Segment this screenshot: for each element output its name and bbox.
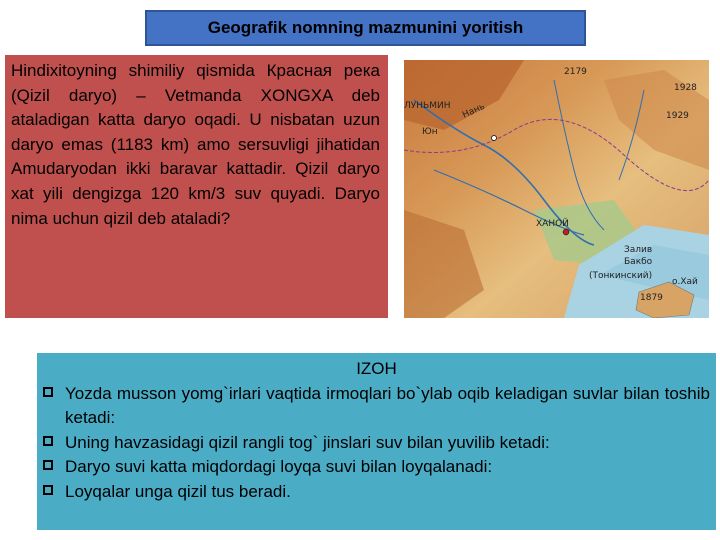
list-item-text: Uning havzasidagi qizil rangli tog` jinslari suv bilan yuvilib ketadi: [65, 432, 550, 452]
map-label: Юн [422, 127, 438, 137]
list-item [43, 455, 710, 480]
list-item [43, 382, 710, 431]
description-text: Hindixitoyning shimiliy qismida Красная река (Qizil daryo) – Vetmanda XONGXA deb ataladigan katta daryo oqadi. U nisbatan uzun daryo emas (1183 km) amo sersuvligi jihatidan Amudaryodan ikki baravar kattadir. Qizil daryo xat yili dengizga 120 km/3 suv quyadi. Daryo nima uchun qizil deb ataladi? [11, 61, 380, 228]
hollow-square-bullet-icon [43, 431, 65, 446]
hollow-square-bullet-icon [43, 480, 65, 495]
map-label: 2179 [564, 67, 587, 77]
list-item [43, 480, 710, 505]
map-label: (Тонкинский) [589, 271, 653, 281]
map-illustration [404, 60, 709, 318]
hollow-square-bullet-icon [43, 382, 65, 397]
list-item [43, 431, 710, 456]
slide-title-text: Geografik nomning mazmunini yoritish [207, 18, 524, 37]
map-label: ЛУНЬМИН [404, 101, 451, 111]
list-item-text: Loyqalar unga qizil tus beradi. [65, 481, 291, 501]
map-label: Нань [461, 101, 487, 121]
hollow-square-bullet-icon [43, 455, 65, 470]
note-title: IZOH [356, 359, 397, 378]
note-box [37, 353, 716, 530]
map-label: о.Хай [672, 277, 698, 287]
red-river-map-image [404, 60, 709, 318]
description-box [5, 55, 388, 318]
list-item-text: Daryo suvi katta miqdordagi loyqa suvi bilan loyqalanadi: [65, 457, 493, 476]
map-label: 1879 [640, 293, 663, 303]
list-item-text: Yozda musson yomg`irlari vaqtida irmoqlari bo`ylab oqib keladigan suvlar bilan toshib ketadi: [65, 383, 710, 427]
map-label: Бакбо [624, 257, 653, 267]
map-label: ХАНОЙ [536, 219, 569, 229]
map-label: 1928 [674, 83, 697, 93]
map-label: Залив [624, 245, 653, 255]
map-label: 1929 [666, 111, 689, 121]
slide-title [145, 10, 586, 46]
